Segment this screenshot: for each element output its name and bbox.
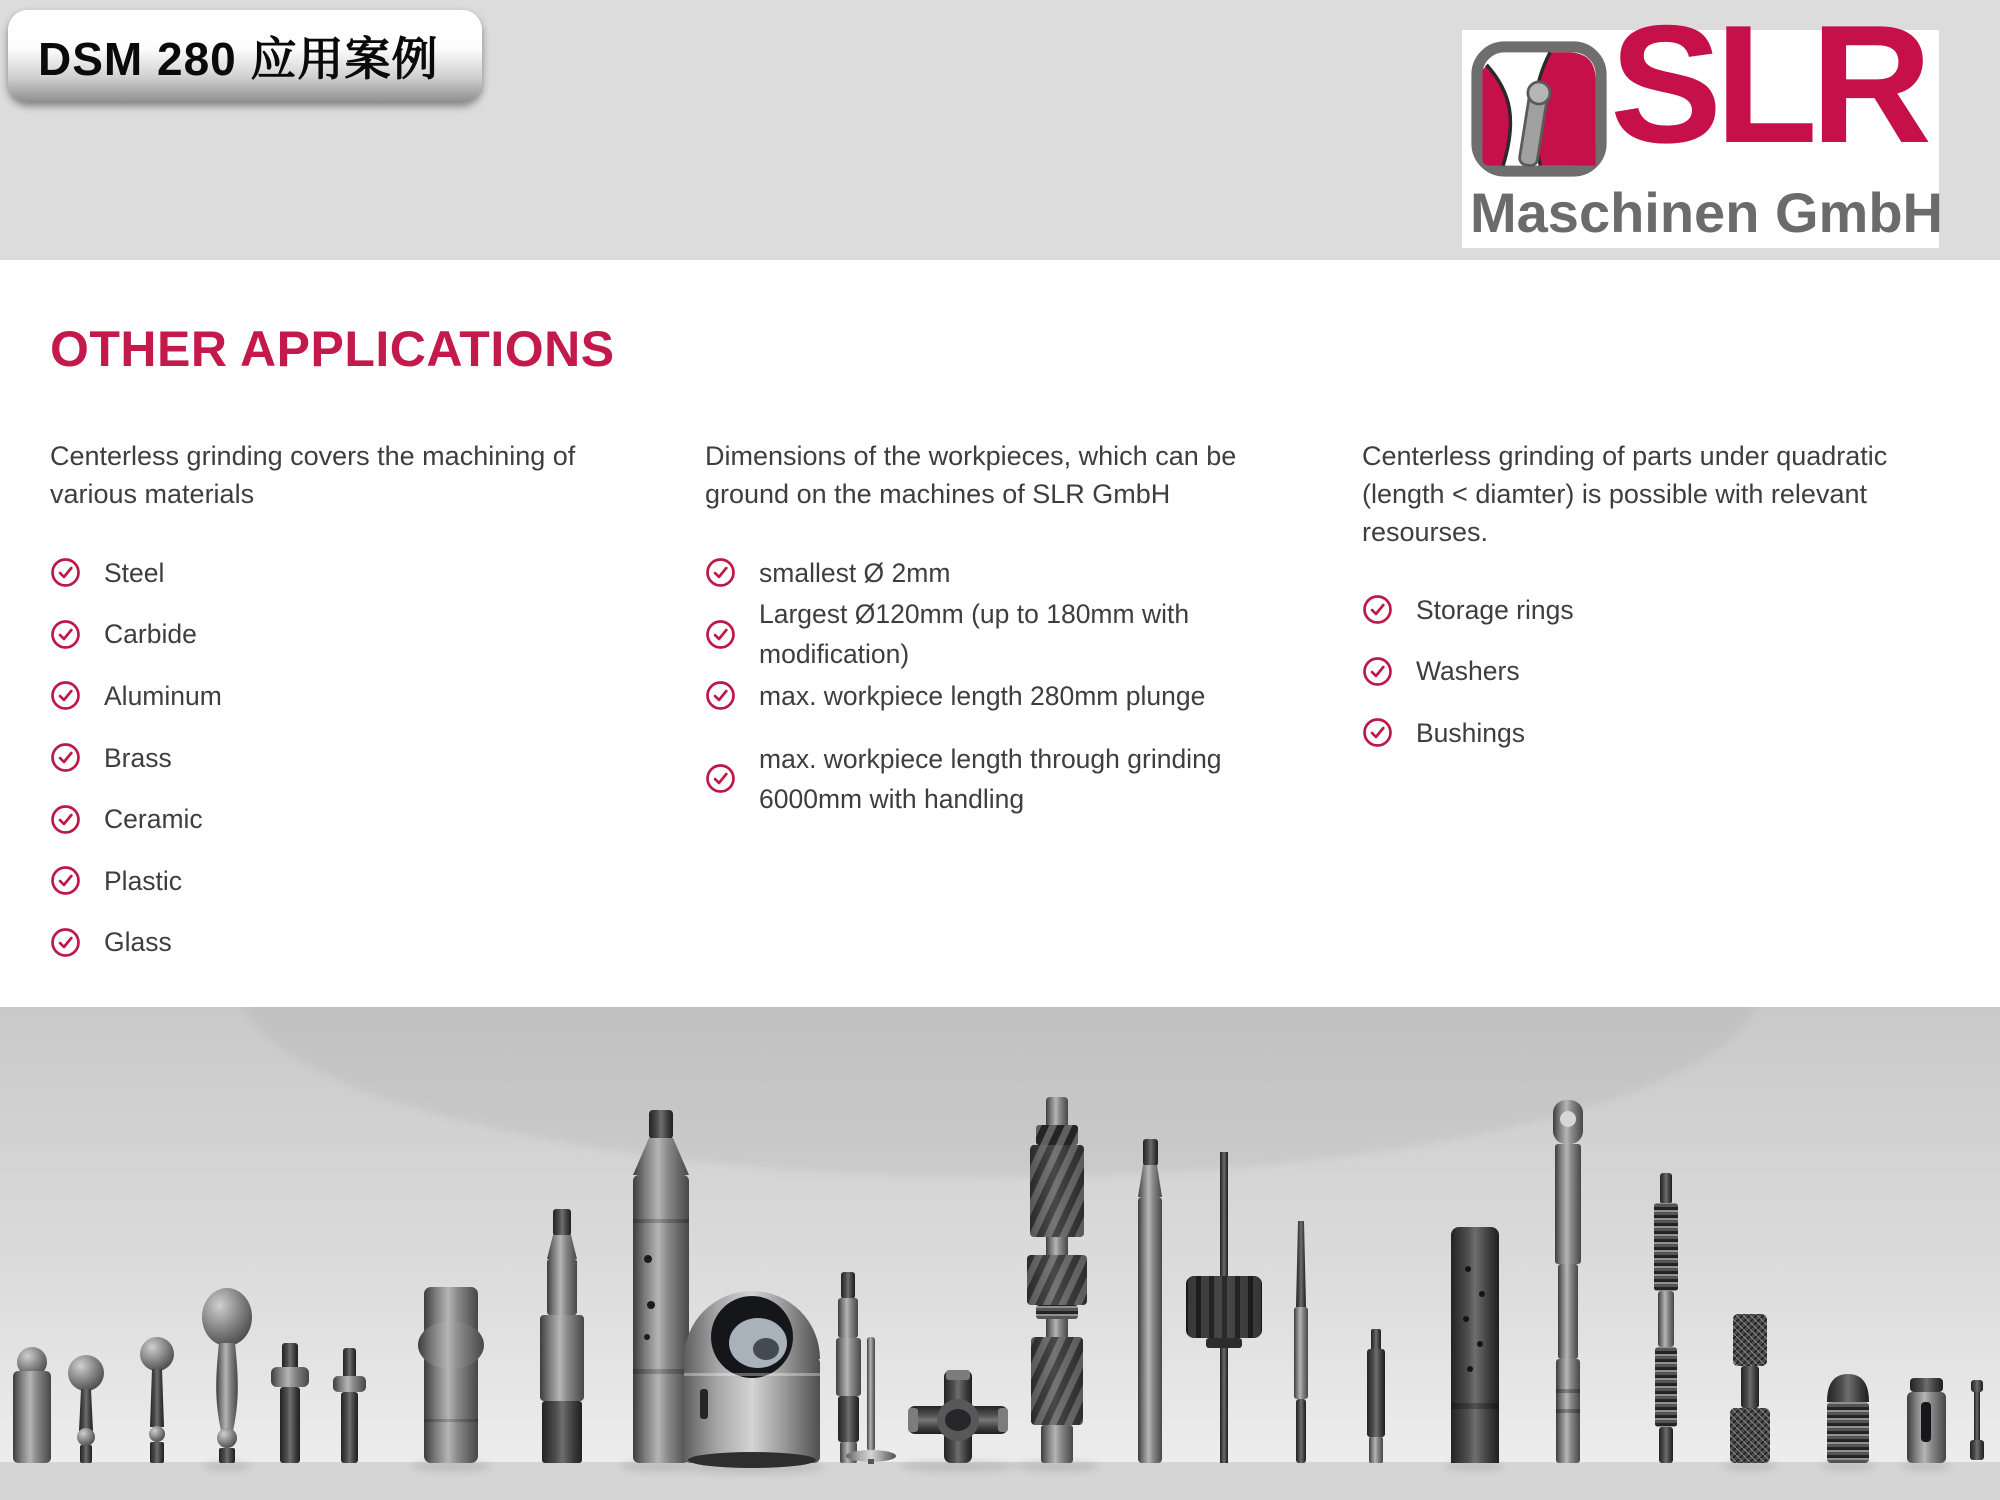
check-icon — [50, 804, 81, 835]
list-item — [1362, 579, 1574, 641]
column-dimensions — [705, 437, 1270, 814]
list-item — [50, 912, 222, 974]
parts-photo — [0, 1007, 2000, 1500]
item-label: Aluminum — [104, 680, 222, 711]
grinding-wheels-icon — [1470, 40, 1608, 178]
brand-name: SLR — [1610, 0, 1925, 178]
list-item — [50, 727, 222, 789]
list-item — [50, 788, 222, 850]
list-item — [50, 665, 222, 727]
check-icon — [705, 680, 736, 711]
badge-title: DSM 280 应用案例 — [38, 33, 439, 85]
check-icon — [705, 763, 736, 794]
machined-parts-image — [0, 1007, 2000, 1500]
item-label: Carbide — [104, 619, 197, 650]
item-label: Storage rings — [1416, 594, 1574, 625]
list-item — [1362, 702, 1574, 764]
item-label: Steel — [104, 557, 165, 588]
check-icon — [50, 927, 81, 958]
brand-subtitle: Maschinen GmbH — [1470, 181, 1943, 244]
list-item — [1362, 641, 1574, 703]
check-icon — [50, 680, 81, 711]
list-item — [705, 727, 1270, 831]
item-label: Ceramic — [104, 804, 203, 835]
item-label: smallest Ø 2mm — [759, 557, 951, 588]
check-icon — [50, 619, 81, 650]
check-icon — [50, 557, 81, 588]
item-label: Largest Ø120mm (up to 180mm with modification) — [759, 599, 1190, 670]
check-list — [50, 542, 222, 973]
header-band — [0, 0, 2000, 260]
check-icon — [1362, 717, 1393, 748]
title-badge — [8, 10, 482, 102]
check-icon — [50, 742, 81, 773]
check-icon — [705, 619, 736, 650]
item-label: max. workpiece length 280mm plunge — [759, 680, 1206, 711]
check-icon — [1362, 656, 1393, 687]
check-icon — [705, 557, 736, 588]
page-title: OTHER APPLICATIONS — [50, 321, 615, 377]
check-list — [1362, 579, 1574, 764]
column-intro: Centerless grinding covers the machining of various materials — [50, 441, 576, 509]
item-label: Glass — [104, 927, 172, 958]
list-item — [50, 542, 222, 604]
column-intro: Dimensions of the workpieces, which can be ground on the machines of SLR GmbH — [705, 441, 1237, 509]
column-intro: Centerless grinding of parts under quadratic (length < diamter) is possible with relevant resourses. — [1362, 441, 1888, 547]
item-label: Washers — [1416, 656, 1520, 687]
item-label: Plastic — [104, 865, 183, 896]
check-icon — [1362, 594, 1393, 625]
list-item — [50, 604, 222, 666]
list-item — [50, 850, 222, 912]
check-icon — [50, 865, 81, 896]
check-list — [705, 542, 1270, 831]
column-quadratic-parts — [1362, 437, 1927, 748]
column-materials — [50, 437, 615, 958]
item-label: Brass — [104, 742, 172, 773]
list-item — [705, 599, 1270, 670]
brand-logo — [1462, 0, 1943, 248]
item-label: max. workpiece length through grinding 6000mm with handling — [759, 743, 1222, 814]
item-label: Bushings — [1416, 717, 1526, 748]
list-item — [705, 665, 1270, 727]
